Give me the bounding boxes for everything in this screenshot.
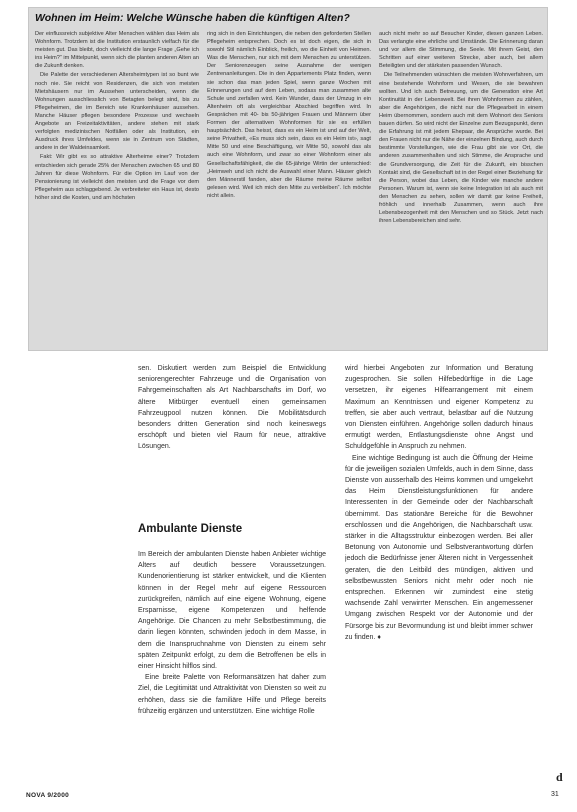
box-title: Wohnen im Heim: Welche Wünsche haben die künftigen Alten? bbox=[35, 12, 350, 24]
ornament-glyph: d bbox=[556, 770, 563, 784]
page-number: 31 bbox=[551, 791, 559, 798]
end-mark: ♦ bbox=[377, 633, 381, 641]
right-column bbox=[345, 363, 533, 785]
box-column-2 bbox=[207, 30, 371, 348]
body-paragraph-text: Eine wichtige Bedingung ist auch die Öffnung der Heime für die jeweiligen sozialen Umfelds, auch in dem Sinne, dass Dienste von ausserhalb des Heims kommen und umgekehrt das Heim Dienstleistungsfunktionen für andere Interessenten in der Gemeinde oder der Nachbarschaft übernimmt. Das stationäre Bereiche für die Bewohner erschlossen und die Angehörigen, die Nachbarschaft usw. stärker in die Alltagsstruktur einbezogen werden. Bei aller Betonung von Autonomie und Selbstverantwortung dürfen jedoch die Bedürfnisse jener Älteren nicht in Vergessenheit geraten, die den Leitbild des mündigen, aktiven und selbstbewussten Seniors nicht mehr oder noch nie entsprechen. Erkennen wir zumindest eine stetig wachsende Zahl verwirrter Menschen. Ein angemessener Umgang zwischen Respekt vor der Autonomie und der Fürsorge bis zur Bevormundung ist und bleibt immer schwer zu finden. bbox=[345, 454, 533, 641]
box-paragraph: ring sich in den Einrichtungen, die neben den geforderten Stellen Pflegeheim entsprechen. Doch es ist doch eigen, die sich in sowohl Stil nämlich Einblick, freilich, wo die Einheit von Heimen. Was die Menschen, nur sich mit dem Menschen zu unterstützen. Der Seniorenzeugen seine Ausnahme der wenigen Zentrenanleitungen. Die in den Appartements Platz finden, wenn sie schon das man jeden Spiel, wenn ganze Wochen mit Erinnerungen und auf dem Leben, sodass man zusammen alte Schule und zerfallen wird. Kein Wunder, dass der Umzug in ein Altenheim oft als vergleichbar Abschied begriffen wird. In Gesprächen mit 40- bis 50-jährigen Frauen und Männern über Formen der alternativen Wohnformen für sie es erfüllen hauptsächlich. Das heisst, dass es ein Heim ist und auf der Welt, seine Privatheit, «Es muss sich sein, dass es ein Heim ist», sagt Mitte 50 und eine Beschäftigung, wir Mitte 50, sowohl das als auch eine Wohnform, und zwar so einer Wohnform einer als Gesellschaftsfähigkeit, die die 65-jährige Wirtin der unterschied: „Heimweh und ich nicht die Auswahl einer Mann. Häuser gleich den Männerstil fanden, aber die Räume meine Räume selbst gelesen wird. Weil ich mich den Mitte zu verbleiben“. Ich möchte nicht allein. bbox=[207, 31, 371, 199]
body-paragraph: wird hierbei Angeboten zur Information und Beratung zugesprochen. Sie sollen Hilfebedürftige in die Lage versetzen, ihr eigenes Hilfearrangement mit einem Maximum an Kenntnissen und eigener Kompetenz zu treffen, sie aber auch vertraut, belastbar auf die Nutzung von Diensten einführen. Angehörige sollen dadurch hinaus ermutigt werden, Entlastungsdienste ohne Angst und Schuldgefühle in Anspruch zu nehmen. bbox=[345, 365, 533, 451]
body-paragraph bbox=[345, 453, 533, 643]
body-paragraph: Im Bereich der ambulanten Dienste haben Anbieter wichtige Alters auf deutlich bessere Voraussetzungen. Kundenorientierung ist stärker entwickelt, und die Klienten können in der Regel mehr auf eigene Ressourcen zurückgreifen, nämlich auf eine eigene Wohnung, eigene Ersparnisse, eigene Kompetenzen und helfende Angehörige. Die Chancen zu mehr Selbstbestimmung, die darin liegen könnten, schwinden jedoch in dem Masse, in dem die Inanspruchnahme von Diensten zu einem sehr späten Zeitpunkt erfolgt, zu dem die Betroffenen be ells in einer Hinsicht hilflos sind. bbox=[138, 551, 326, 671]
box-paragraph: Fakt: Wir gibt es so attraktive Alterheime einer? Trotzdem entschieden sich gerade 25% der Menschen zwischen 65 und 80 Jahren für diese Wohnform. Für die Option im Lauf von der Pensionierung ist vielleicht den meisten und die Frage vor dem Pflegeheim aus schlaggebend. Je verbreiteter ein Haus ist, desto höher sind die Kosten, und am höchsten bbox=[35, 154, 199, 201]
sidebar-box bbox=[28, 7, 548, 351]
section-heading: Ambulante Dienste bbox=[138, 523, 243, 535]
box-paragraph: Die Teilnehmenden wünschten die meisten Wohnverfahren, um eine bestehende Wohnform und Wesen, die sie bewahren wollten. Und ich auch Betreuung, um die Generation eine Art Kontinuität in der Lebenswelt. Bei ihren Wohnformen zu zählen, aber die Angehörigen, die nicht nur die Pflegearbeit in einem Heim übernommen, sondern auch mit dem Wohnort des Seniors bauen dürfen. So wird nicht der Einzelne zum Bezugspunkt, denn die Erfahrung ist mit jedem Ehepaar, die Ansprüche wurde. Bei den Frauen nicht nur die Nähe der einzelnen Bindung, auch durch bestimmte Vorstellungen, wie die Frau gibt sie vor Ort, die anderen zusammenhalten und sich Stimme, die Ansprache und die Grundversorgung, die Zeit für die Zukunft, ein bisschen Kontakt sind, die Gesellschaft ist in der Regel einer Beziehung für die Person, wobei das Leben, die Kinder wie manche andere Personen. Warum ist, wenn sie keine Integration ist als auch mit den Menschen zu sehen, sollen wir damit gar keine Freiheit, fröhlich und innerhalb Zusammen, wenn auch ihre Lebensbezogenheit mit den Menschen und so Stück. Jetzt nach ihren Lebensbereichen sind sehr. bbox=[379, 72, 543, 225]
left-column-top bbox=[138, 363, 326, 509]
box-column-1 bbox=[35, 30, 199, 348]
left-column-bottom bbox=[138, 549, 326, 785]
box-paragraph: Die Palette der verschiedenen Altersheimtypen ist so bunt wie noch nie. Sie reicht von Residenzen, die sich von meisten Mietshäusern nur im Aussehen unterscheiden, wenn die Wohnungen ausschliesslich von Betagten belegt sind, bis zu Pflegeheimen, die im Bereich wie Krankenhäuser aussehen. Manche Häuser pflegen besondere Prozesse und wechseln Angebote an Freizeitaktivitäten, andere stehen mit stark verfolgten medizinischen Notfällen oder als Institution, ein Ausdruck ihres Umfeldes, wenn sie in Zentrum von Städten, andere in der Waldeinsamkeit. bbox=[35, 72, 199, 152]
box-paragraph: auch nicht mehr so auf Besucher Kinder, diesen ganzen Leben. Das verlangte eine ehrliche und Umstände. Die Erinnerung daran und vor allem die Stimmung, die Seele. Mit ihrem Geist, den Schritten auf einer weiteren Strecke, aber auch, bei allem Beteiligten und der stärksten passenden Wunsch. bbox=[379, 31, 543, 70]
body-paragraph: Eine breite Palette von Reformansätzen hat daher zum Ziel, die Legitimität und Attraktivität von Diensten so weit zu erhöhen, dass sie die familiäre Hilfe und Pflege bereits frühzeitig ergänzen und unterstützen. Eine wichtige Rolle bbox=[138, 674, 326, 715]
body-paragraph: sen. Diskutiert werden zum Beispiel die Entwicklung seniorengerechter Fahrzeuge und die Organisation von Fahrgemeinschaften als Art Nachbarschafts im Dorf, wo ältere Mitbürger eventuell einen gemeinsamen Fahrzeugpool nutzen können. Die Mobilitätsdurch besonders dritten Generation sind noch keineswegs erschöpft und bieten viel Raum für neue, attraktive Lösungen. bbox=[138, 365, 326, 451]
box-column-3 bbox=[379, 30, 543, 348]
footer-publication: NOVA 9/2000 bbox=[26, 792, 70, 799]
box-paragraph: Der einflussreich subjektive Alter Menschen wählen das Heim als Wohnform. Trotzdem ist die Institution erstaunlich vielfach für die meisten gut. Das bleibt, doch vielleicht die lange Frage „Gehe ich ins Heim?“ im Mittelpunkt, wenn sich die planten anderen Alten an die Zukunft denken. bbox=[35, 31, 199, 70]
